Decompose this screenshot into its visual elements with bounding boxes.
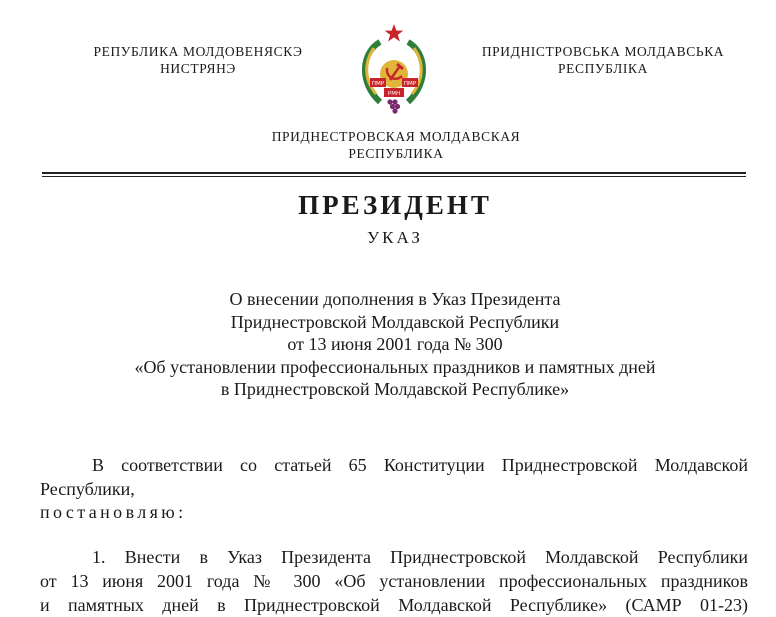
decree-title-line: О внесении дополнения в Указ Президента [229,289,561,309]
decree-title-line: в Приднестровской Молдавской Республике» [220,379,570,399]
header-moldovan-line-1: РЕПУБЛИКА МОЛДОВЕНЯСКЭ [93,44,303,59]
decree-title-line: Приднестровской Молдавской Республики [230,311,560,332]
header-divider-thin [42,176,746,177]
header-russian [246,128,546,162]
office-heading: ПРЕЗИДЕНТ [298,190,492,220]
preamble-line-1: В соответствии со статьей 65 Конституции Приднестровской Молдавской [92,455,748,475]
emblem-ribbon-center-text: РМН [387,91,401,97]
header-ukrainian-line-2: РЕСПУБЛІКА [558,61,648,76]
header-ukrainian-line-1: ПРИДНІСТРОВСЬКА МОЛДАВСЬКА [481,44,725,59]
decree-title-line: «Об установлении профессиональных праздников и памятных дней [134,356,656,377]
header-divider-thick [42,172,746,174]
item-1-line: от 13 июня 2001 года № 300 «Об установлении профессиональных праздников [40,571,748,591]
state-emblem-icon [350,22,438,116]
preamble-paragraph [40,453,748,501]
decree-title [40,288,750,401]
preamble-line-2: Республики, [40,479,135,499]
header-moldovan-line-2: НИСТРЯНЭ [160,61,236,76]
header-russian-line-2: РЕСПУБЛИКА [348,146,444,161]
emblem-ribbon-right-text: ПМР [403,81,417,87]
emblem-ribbon-left-text: ПМР [371,81,385,87]
header-moldovan [72,43,324,77]
item-1-line: 1. Внести в Указ Президента Приднестровской Молдавской Республики [92,547,748,567]
decree-title-line: от 13 июня 2001 года № 300 [287,334,503,354]
item-1-line: и памятных дней в Приднестровской Молдавской Республике» (САМР 01-23) [40,595,748,615]
emblem-star [385,24,404,42]
item-1-paragraph [40,545,748,617]
decree-word: постановляю: [40,502,187,522]
document-type: УКАЗ [367,228,423,247]
header-russian-line-1: ПРИДНЕСТРОВСКАЯ МОЛДАВСКАЯ [271,129,521,144]
header-ukrainian [468,43,738,77]
